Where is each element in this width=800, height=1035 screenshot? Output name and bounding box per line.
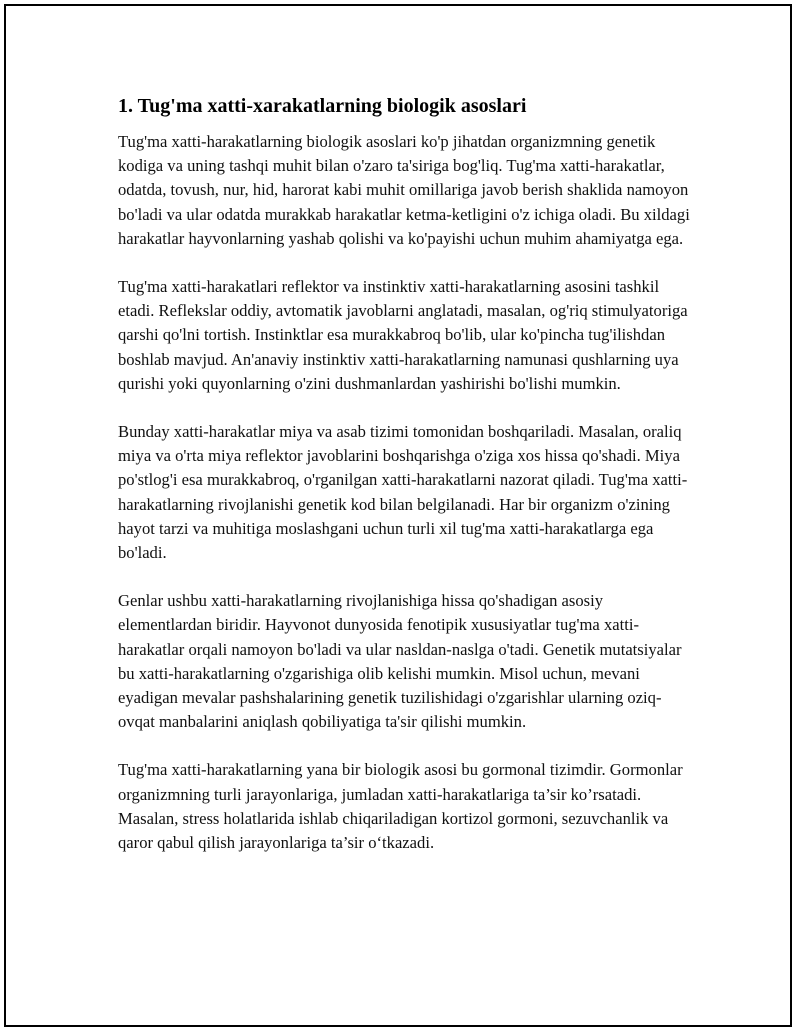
paragraph-3: Bunday xatti-harakatlar miya va asab tizimi tomonidan boshqariladi. Masalan, oraliq miya va o'rta miya reflektor javoblarini boshqarishga o'ziga xos hissa qo'shadi. Miya po'stlog'i esa murakkabroq, o'rganilgan xatti-harakatlarni nazorat qiladi. Tug'ma xatti-harakatlarning rivojlanishi genetik kod bilan belgilanadi. Har bir organizm o'zining hayot tarzi va muhitiga moslashgani uchun turli xil tug'ma xatti-harakatlarga ega bo'ladi. [118, 422, 688, 563]
paragraph-4: Genlar ushbu xatti-harakatlarning rivojlanishiga hissa qo'shadigan asosiy elementlardan biridir. Hayvonot dunyosida fenotipik xususiyatlar tug'ma xatti-harakatlar orqali namoyon bo'ladi va ular nasldan-naslga o'tadi. Genetik mutatsiyalar bu xatti-harakatlarning o'zgarishiga olib kelishi mumkin. Misol uchun, mevani eyadigan mevalar pashshalarining genetik tuzilishidagi o'zgarishlar ularning oziq-ovqat manbalarini aniqlash qobiliyatiga ta'sir qilishi mumkin. [118, 591, 682, 732]
section-heading: 1. Tug'ma xatti-xarakatlarning biologik asoslari [118, 95, 527, 117]
document-body [118, 92, 690, 879]
paragraph-1: Tug'ma xatti-harakatlarning biologik asoslari ko'p jihatdan organizmning genetik kodiga va uning tashqi muhit bilan o'zaro ta'siriga bog'liq. Tug'ma xatti-harakatlar, odatda, tovush, nur, hid, harorat kabi muhit omillariga javob berish shaklida namoyon bo'ladi va ular odatda murakkab harakatlar ketma-ketligini o'z ichiga oladi. Bu xildagi harakatlar hayvonlarning yashab qolishi va ko'payishi uchun muhim ahamiyatga ega. [118, 132, 690, 248]
paragraph-5: Tug'ma xatti-harakatlarning yana bir biologik asosi bu gormonal tizimdir. Gormonlar organizmning turli jarayonlariga, jumladan xatti-harakatlariga ta’sir ko’rsatadi. Masalan, stress holatlarida ishlab chiqariladigan kortizol gormoni, sezuvchanlik va qaror qabul qilish jarayonlariga ta’sir o‘tkazadi. [118, 760, 683, 853]
paragraph-2: Tug'ma xatti-harakatlari reflektor va instinktiv xatti-harakatlarning asosini tashkil etadi. Reflekslar oddiy, avtomatik javoblarni anglatadi, masalan, og'riq stimulyatoriga qarshi qo'lni tortish. Instinktlar esa murakkabroq bo'lib, ular ko'pincha tug'ilishdan boshlab mavjud. An'anaviy instinktiv xatti-harakatlarning namunasi qushlarning uya qurishi yoki quyonlarning o'zini dushmanlardan yashirishi bo'lishi mumkin. [118, 277, 688, 393]
